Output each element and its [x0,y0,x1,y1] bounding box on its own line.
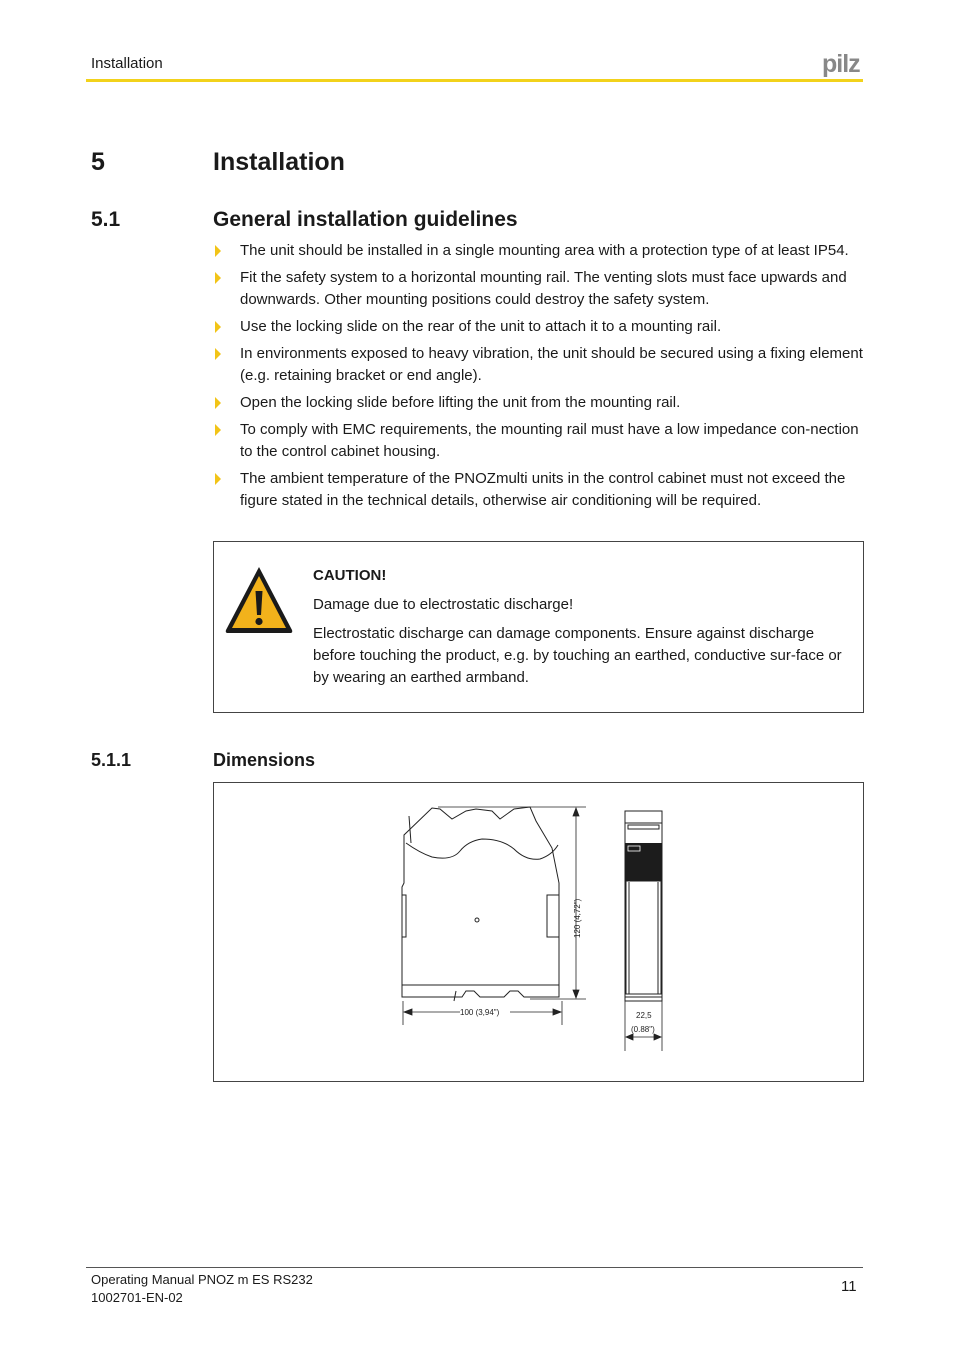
front-view-outline [402,807,559,1001]
list-item-text: Fit the safety system to a horizontal mounting rail. The venting slots must face upwards and downwards. Other mounting positions could destroy the safety system. [240,269,847,308]
caution-title: CAUTION! [313,567,387,584]
subsection-title: Dimensions [213,750,316,770]
height-dimension [438,807,586,999]
list-item [213,392,868,414]
list-item-text: To comply with EMC requirements, the mounting rail must have a low impedance con-nection to the control cabinet housing. [240,421,859,460]
footer-rule [86,1267,863,1268]
list-item-text: Open the locking slide before lifting the unit from the mounting rail. [240,394,681,411]
list-item-text: The ambient temperature of the PNOZmulti units in the control cabinet must not exceed the figure stated in the technical details, otherwise air conditioning will be required. [240,470,846,509]
header-section-label: Installation [91,55,163,72]
bullet-arrow-icon [215,473,221,485]
caution-box [213,541,864,713]
height-dimension-label: 120 (4,72") [573,898,582,938]
depth-dimension-inch: (0.88") [631,1025,655,1034]
section-title: General installation guidelines [213,208,518,231]
list-item [213,468,868,512]
section-number: 5.1 [91,208,121,231]
page-number: 11 [841,1278,857,1295]
list-item-text: The unit should be installed in a single mounting area with a protection type of at least IP54. [240,242,849,259]
list-item [213,419,868,463]
list-item [213,343,868,387]
dimension-drawing [214,783,863,1081]
front-view-screw [475,918,479,922]
guideline-list [213,240,868,517]
caution-text: Electrostatic discharge can damage components. Ensure against discharge before touching the product, e.g. by touching an earthed, conductive sur-face or by wearing an earthed armband. [313,625,842,686]
header-rule [86,79,863,82]
bullet-arrow-icon [215,321,221,333]
footer-doc-number: 1002701-EN-02 [91,1290,183,1305]
list-item [213,316,868,338]
footer-manual-title: Operating Manual PNOZ m ES RS232 [91,1272,313,1287]
caution-summary: Damage due to electrostatic discharge! [313,596,574,613]
bullet-arrow-icon [215,348,221,360]
side-view-terminal-block [625,843,662,881]
list-item-text: Use the locking slide on the rear of the unit to attach it to a mounting rail. [240,318,722,335]
list-item [213,267,868,311]
bullet-arrow-icon [215,245,221,257]
bullet-arrow-icon [215,397,221,409]
width-dimension-label: 100 (3,94") [460,1008,500,1017]
dimensions-figure [213,782,864,1082]
subsection-number: 5.1.1 [91,750,132,770]
chapter-number: 5 [91,148,105,176]
list-item [213,240,868,262]
bullet-arrow-icon [215,424,221,436]
side-view-outline [625,811,662,1001]
bullet-arrow-icon [215,272,221,284]
list-item-text: In environments exposed to heavy vibration, the unit should be secured using a fixing element (e.g. retaining bracket or end angle). [240,345,863,384]
pilz-logo: pilz [822,50,860,78]
depth-dimension-value: 22,5 [636,1011,652,1020]
chapter-title: Installation [213,148,345,176]
warning-icon [224,564,294,636]
